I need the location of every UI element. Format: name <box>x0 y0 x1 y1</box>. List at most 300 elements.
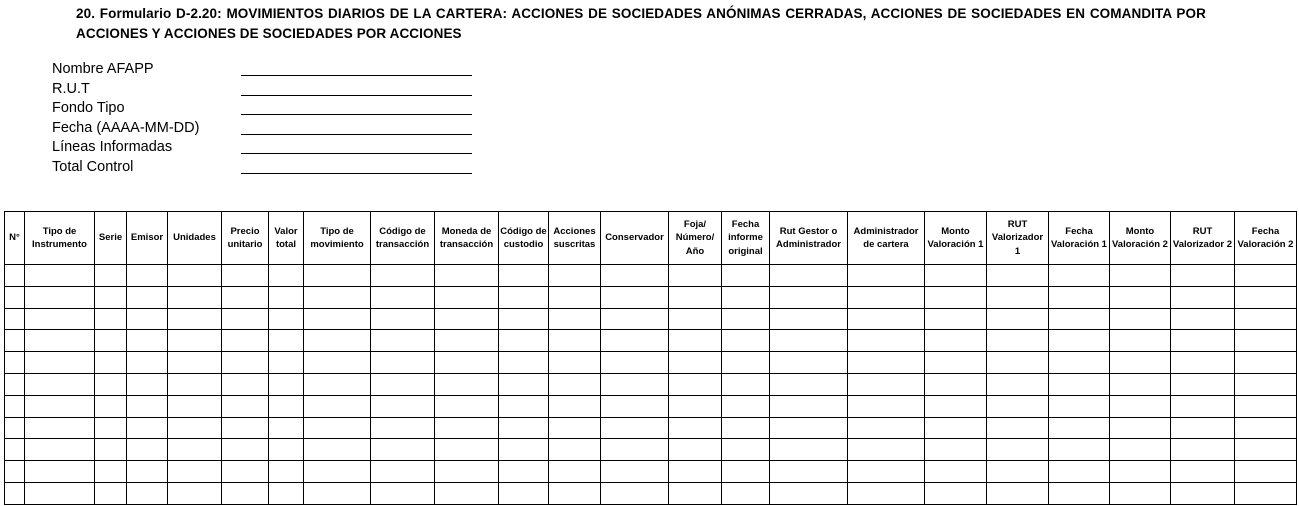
table-cell[interactable] <box>1110 439 1171 461</box>
table-cell[interactable] <box>1235 308 1297 330</box>
table-cell[interactable] <box>222 308 269 330</box>
table-cell[interactable] <box>669 482 722 504</box>
table-cell[interactable] <box>371 417 435 439</box>
field-row <box>52 60 482 80</box>
table-cell[interactable] <box>269 308 304 330</box>
column-header: Monto Valoración 1 <box>925 212 987 265</box>
table-cell[interactable] <box>1171 373 1235 395</box>
table-cell[interactable] <box>95 286 127 308</box>
table-cell[interactable] <box>1049 439 1110 461</box>
column-header: Monto Valoración 2 <box>1110 212 1171 265</box>
table-cell[interactable] <box>770 286 848 308</box>
table-cell[interactable] <box>848 395 925 417</box>
table-cell[interactable] <box>770 352 848 374</box>
table-cell[interactable] <box>722 308 770 330</box>
table-cell[interactable] <box>601 461 669 483</box>
table-cell[interactable] <box>1049 373 1110 395</box>
table-cell[interactable] <box>549 308 601 330</box>
table-cell[interactable] <box>925 308 987 330</box>
table-cell[interactable] <box>987 373 1049 395</box>
table-cell[interactable] <box>168 439 222 461</box>
table-cell[interactable] <box>435 417 499 439</box>
table-cell[interactable] <box>1171 286 1235 308</box>
table-cell[interactable] <box>925 439 987 461</box>
field-label: Fondo Tipo <box>52 100 125 116</box>
column-header: Administrador de cartera <box>848 212 925 265</box>
table-cell[interactable] <box>987 461 1049 483</box>
table-cell[interactable] <box>304 439 371 461</box>
table-cell[interactable] <box>1235 373 1297 395</box>
table-cell[interactable] <box>499 417 549 439</box>
table-cell[interactable] <box>435 330 499 352</box>
table-cell[interactable] <box>601 265 669 287</box>
table-cell[interactable] <box>925 461 987 483</box>
table-cell[interactable] <box>1049 417 1110 439</box>
table-cell[interactable] <box>499 395 549 417</box>
table-cell[interactable] <box>1110 373 1171 395</box>
table-cell[interactable] <box>770 482 848 504</box>
table-cell[interactable] <box>499 308 549 330</box>
table-cell[interactable] <box>925 352 987 374</box>
field-label: Total Control <box>52 158 134 175</box>
table-cell[interactable] <box>669 308 722 330</box>
table-cell[interactable] <box>722 439 770 461</box>
table-cell[interactable] <box>925 330 987 352</box>
table-cell[interactable] <box>770 395 848 417</box>
table-cell[interactable] <box>499 352 549 374</box>
column-header: Tipo de Instrumento <box>25 212 95 265</box>
table-cell[interactable] <box>95 461 127 483</box>
table-cell[interactable] <box>25 439 95 461</box>
table-cell[interactable] <box>371 330 435 352</box>
table-cell[interactable] <box>1171 308 1235 330</box>
table-cell[interactable] <box>1171 439 1235 461</box>
table-cell[interactable] <box>925 395 987 417</box>
table-cell[interactable] <box>127 417 168 439</box>
table-cell[interactable] <box>1049 482 1110 504</box>
table-cell[interactable] <box>168 265 222 287</box>
field-input-line[interactable] <box>241 114 472 115</box>
table-cell[interactable] <box>269 265 304 287</box>
table-row <box>5 461 1297 483</box>
table-cell[interactable] <box>95 308 127 330</box>
table-cell[interactable] <box>1235 461 1297 483</box>
table-cell[interactable] <box>127 352 168 374</box>
table-cell[interactable] <box>848 482 925 504</box>
table-row <box>5 330 1297 352</box>
table-cell[interactable] <box>722 395 770 417</box>
table-row <box>5 265 1297 287</box>
table-cell[interactable] <box>435 373 499 395</box>
table-cell[interactable] <box>1110 395 1171 417</box>
table-cell[interactable] <box>549 330 601 352</box>
column-header: RUT Valorizador 2 <box>1171 212 1235 265</box>
column-header: Moneda de transacción <box>435 212 499 265</box>
table-cell[interactable] <box>269 417 304 439</box>
table-cell[interactable] <box>848 417 925 439</box>
column-header: Emisor <box>127 212 168 265</box>
column-header: Tipo de movimiento <box>304 212 371 265</box>
table-cell[interactable] <box>1235 265 1297 287</box>
table-cell[interactable] <box>168 482 222 504</box>
table-cell[interactable] <box>95 373 127 395</box>
table-cell[interactable] <box>269 286 304 308</box>
table-cell[interactable] <box>435 308 499 330</box>
table-cell[interactable] <box>1235 352 1297 374</box>
table-cell[interactable] <box>848 308 925 330</box>
table-cell[interactable] <box>371 395 435 417</box>
table-cell[interactable] <box>1049 330 1110 352</box>
table-cell[interactable] <box>1171 352 1235 374</box>
column-header: Serie <box>95 212 127 265</box>
field-input-line[interactable] <box>241 153 472 154</box>
table-cell[interactable] <box>499 461 549 483</box>
table-cell[interactable] <box>987 308 1049 330</box>
table-cell[interactable] <box>5 461 25 483</box>
table-cell[interactable] <box>722 352 770 374</box>
table-row <box>5 395 1297 417</box>
field-row <box>52 80 482 100</box>
table-cell[interactable] <box>5 482 25 504</box>
field-label: R.U.T <box>52 80 90 97</box>
column-header: Código de transacción <box>371 212 435 265</box>
column-header: Código de custodio <box>499 212 549 265</box>
table-cell[interactable] <box>601 330 669 352</box>
table-cell[interactable] <box>669 439 722 461</box>
table-cell[interactable] <box>1235 439 1297 461</box>
table-cell[interactable] <box>127 265 168 287</box>
table-cell[interactable] <box>371 439 435 461</box>
table-cell[interactable] <box>499 482 549 504</box>
column-header: Fecha informe original <box>722 212 770 265</box>
field-input-line[interactable] <box>241 95 472 96</box>
table-cell[interactable] <box>669 352 722 374</box>
table-cell[interactable] <box>669 286 722 308</box>
table-cell[interactable] <box>499 373 549 395</box>
table-cell[interactable] <box>601 482 669 504</box>
table-cell[interactable] <box>222 439 269 461</box>
table-cell[interactable] <box>127 395 168 417</box>
table-cell[interactable] <box>848 439 925 461</box>
table-cell[interactable] <box>601 286 669 308</box>
table-cell[interactable] <box>95 439 127 461</box>
table-cell[interactable] <box>95 395 127 417</box>
table-cell[interactable] <box>127 308 168 330</box>
table-cell[interactable] <box>669 373 722 395</box>
table-cell[interactable] <box>1049 308 1110 330</box>
field-row <box>52 138 482 158</box>
table-header-row <box>5 212 1297 265</box>
table-cell[interactable] <box>601 395 669 417</box>
table-cell[interactable] <box>371 265 435 287</box>
table-cell[interactable] <box>987 286 1049 308</box>
table-cell[interactable] <box>925 482 987 504</box>
table-cell[interactable] <box>601 352 669 374</box>
table-cell[interactable] <box>601 417 669 439</box>
table-cell[interactable] <box>722 330 770 352</box>
table-cell[interactable] <box>435 461 499 483</box>
table-row <box>5 417 1297 439</box>
table-cell[interactable] <box>601 373 669 395</box>
table-cell[interactable] <box>168 286 222 308</box>
table-cell[interactable] <box>371 461 435 483</box>
table-cell[interactable] <box>1049 352 1110 374</box>
table-cell[interactable] <box>848 330 925 352</box>
table-cell[interactable] <box>95 330 127 352</box>
table-cell[interactable] <box>25 330 95 352</box>
table-cell[interactable] <box>770 373 848 395</box>
table-cell[interactable] <box>127 461 168 483</box>
table-cell[interactable] <box>499 286 549 308</box>
table-cell[interactable] <box>435 352 499 374</box>
table-cell[interactable] <box>222 330 269 352</box>
table-cell[interactable] <box>770 417 848 439</box>
table-row <box>5 373 1297 395</box>
table-cell[interactable] <box>222 352 269 374</box>
table-cell[interactable] <box>168 308 222 330</box>
table-cell[interactable] <box>722 286 770 308</box>
table-cell[interactable] <box>95 352 127 374</box>
table-cell[interactable] <box>25 417 95 439</box>
table-cell[interactable] <box>5 265 25 287</box>
table-row <box>5 439 1297 461</box>
table-cell[interactable] <box>1049 286 1110 308</box>
table-cell[interactable] <box>1235 482 1297 504</box>
table-cell[interactable] <box>1049 461 1110 483</box>
field-input-line[interactable] <box>241 134 472 135</box>
table-cell[interactable] <box>925 373 987 395</box>
table-cell[interactable] <box>669 330 722 352</box>
field-input-line[interactable] <box>241 173 472 174</box>
table-cell[interactable] <box>987 482 1049 504</box>
table-cell[interactable] <box>371 308 435 330</box>
table-cell[interactable] <box>549 482 601 504</box>
table-cell[interactable] <box>1171 417 1235 439</box>
table-cell[interactable] <box>770 439 848 461</box>
table-cell[interactable] <box>371 286 435 308</box>
field-row <box>52 158 482 178</box>
table-cell[interactable] <box>435 286 499 308</box>
table-cell[interactable] <box>304 308 371 330</box>
table-cell[interactable] <box>222 265 269 287</box>
table-cell[interactable] <box>1235 395 1297 417</box>
table-cell[interactable] <box>168 330 222 352</box>
table-cell[interactable] <box>848 352 925 374</box>
table-cell[interactable] <box>770 330 848 352</box>
table-cell[interactable] <box>304 265 371 287</box>
table-cell[interactable] <box>25 265 95 287</box>
table-cell[interactable] <box>549 352 601 374</box>
table-cell[interactable] <box>1171 265 1235 287</box>
table-cell[interactable] <box>722 373 770 395</box>
table-cell[interactable] <box>499 330 549 352</box>
table-cell[interactable] <box>269 395 304 417</box>
table-cell[interactable] <box>1171 330 1235 352</box>
table-cell[interactable] <box>5 417 25 439</box>
table-cell[interactable] <box>549 439 601 461</box>
table-cell[interactable] <box>304 352 371 374</box>
table-cell[interactable] <box>168 461 222 483</box>
table-cell[interactable] <box>222 395 269 417</box>
table-cell[interactable] <box>269 352 304 374</box>
table-cell[interactable] <box>304 330 371 352</box>
table-cell[interactable] <box>848 286 925 308</box>
table-cell[interactable] <box>722 417 770 439</box>
table-cell[interactable] <box>304 461 371 483</box>
table-cell[interactable] <box>222 286 269 308</box>
table-cell[interactable] <box>1110 417 1171 439</box>
table-cell[interactable] <box>848 373 925 395</box>
table-cell[interactable] <box>925 265 987 287</box>
table-cell[interactable] <box>987 330 1049 352</box>
table-cell[interactable] <box>1110 286 1171 308</box>
table-cell[interactable] <box>269 330 304 352</box>
table-cell[interactable] <box>1171 395 1235 417</box>
table-cell[interactable] <box>499 439 549 461</box>
table-cell[interactable] <box>722 265 770 287</box>
table-cell[interactable] <box>25 373 95 395</box>
column-header: Unidades <box>168 212 222 265</box>
field-label: Nombre AFAPP <box>52 61 154 77</box>
table-cell[interactable] <box>1171 461 1235 483</box>
table-cell[interactable] <box>1235 286 1297 308</box>
table-cell[interactable] <box>127 286 168 308</box>
table-cell[interactable] <box>669 265 722 287</box>
column-header: Conservador <box>601 212 669 265</box>
table-cell[interactable] <box>549 461 601 483</box>
table-cell[interactable] <box>1110 265 1171 287</box>
table-cell[interactable] <box>770 265 848 287</box>
table-cell[interactable] <box>269 461 304 483</box>
field-input-line[interactable] <box>241 75 472 76</box>
table-cell[interactable] <box>1110 461 1171 483</box>
table-cell[interactable] <box>549 265 601 287</box>
field-row <box>52 99 482 119</box>
table-cell[interactable] <box>669 417 722 439</box>
table-cell[interactable] <box>987 439 1049 461</box>
table-cell[interactable] <box>222 461 269 483</box>
table-cell[interactable] <box>304 286 371 308</box>
table-cell[interactable] <box>371 352 435 374</box>
table-cell[interactable] <box>222 373 269 395</box>
table-cell[interactable] <box>5 308 25 330</box>
table-cell[interactable] <box>435 265 499 287</box>
table-cell[interactable] <box>770 308 848 330</box>
table-cell[interactable] <box>25 352 95 374</box>
table-cell[interactable] <box>127 439 168 461</box>
table-cell[interactable] <box>435 439 499 461</box>
table-cell[interactable] <box>304 417 371 439</box>
table-cell[interactable] <box>127 330 168 352</box>
table-cell[interactable] <box>5 439 25 461</box>
table-cell[interactable] <box>549 373 601 395</box>
table-cell[interactable] <box>5 352 25 374</box>
column-header: Foja/ Número/ Año <box>669 212 722 265</box>
table-cell[interactable] <box>25 461 95 483</box>
table-cell[interactable] <box>371 482 435 504</box>
table-cell[interactable] <box>5 395 25 417</box>
table-cell[interactable] <box>1171 482 1235 504</box>
table-cell[interactable] <box>1110 308 1171 330</box>
table-cell[interactable] <box>925 417 987 439</box>
table-cell[interactable] <box>549 395 601 417</box>
table-cell[interactable] <box>222 417 269 439</box>
table-cell[interactable] <box>601 439 669 461</box>
table-cell[interactable] <box>848 265 925 287</box>
table-cell[interactable] <box>925 286 987 308</box>
table-cell[interactable] <box>770 461 848 483</box>
column-header: RUT Valorizador 1 <box>987 212 1049 265</box>
table-cell[interactable] <box>669 461 722 483</box>
column-header: N° <box>5 212 25 265</box>
column-header: Valor total <box>269 212 304 265</box>
table-cell[interactable] <box>1235 417 1297 439</box>
table-cell[interactable] <box>1235 330 1297 352</box>
table-cell[interactable] <box>5 286 25 308</box>
table-cell[interactable] <box>435 482 499 504</box>
field-label: Líneas Informadas <box>52 139 173 155</box>
table-cell[interactable] <box>168 352 222 374</box>
table-cell[interactable] <box>168 373 222 395</box>
table-cell[interactable] <box>601 308 669 330</box>
table-cell[interactable] <box>304 395 371 417</box>
table-cell[interactable] <box>1049 395 1110 417</box>
table-cell[interactable] <box>987 395 1049 417</box>
table-cell[interactable] <box>669 395 722 417</box>
table-cell[interactable] <box>25 308 95 330</box>
column-header: Precio unitario <box>222 212 269 265</box>
table-row <box>5 308 1297 330</box>
table-cell[interactable] <box>168 395 222 417</box>
table-cell[interactable] <box>549 417 601 439</box>
table-cell[interactable] <box>269 482 304 504</box>
table-cell[interactable] <box>127 482 168 504</box>
table-cell[interactable] <box>435 395 499 417</box>
table-cell[interactable] <box>1110 330 1171 352</box>
table-cell[interactable] <box>25 395 95 417</box>
table-cell[interactable] <box>304 482 371 504</box>
table-cell[interactable] <box>222 482 269 504</box>
table-cell[interactable] <box>95 417 127 439</box>
table-cell[interactable] <box>304 373 371 395</box>
table-cell[interactable] <box>722 461 770 483</box>
table-cell[interactable] <box>5 330 25 352</box>
table-cell[interactable] <box>987 265 1049 287</box>
table-cell[interactable] <box>987 417 1049 439</box>
column-header: Acciones suscritas <box>549 212 601 265</box>
table-cell[interactable] <box>95 482 127 504</box>
table-cell[interactable] <box>848 461 925 483</box>
table-cell[interactable] <box>127 373 168 395</box>
table-cell[interactable] <box>549 286 601 308</box>
table-cell[interactable] <box>722 482 770 504</box>
table-cell[interactable] <box>25 482 95 504</box>
table-cell[interactable] <box>1110 352 1171 374</box>
table-row <box>5 286 1297 308</box>
table-cell[interactable] <box>168 417 222 439</box>
table-cell[interactable] <box>5 373 25 395</box>
table-cell[interactable] <box>1110 482 1171 504</box>
table-cell[interactable] <box>25 286 95 308</box>
table-row <box>5 482 1297 504</box>
table-cell[interactable] <box>499 265 549 287</box>
table-cell[interactable] <box>987 352 1049 374</box>
table-cell[interactable] <box>371 373 435 395</box>
table-cell[interactable] <box>1049 265 1110 287</box>
table-cell[interactable] <box>269 439 304 461</box>
table-cell[interactable] <box>95 265 127 287</box>
table-cell[interactable] <box>269 373 304 395</box>
